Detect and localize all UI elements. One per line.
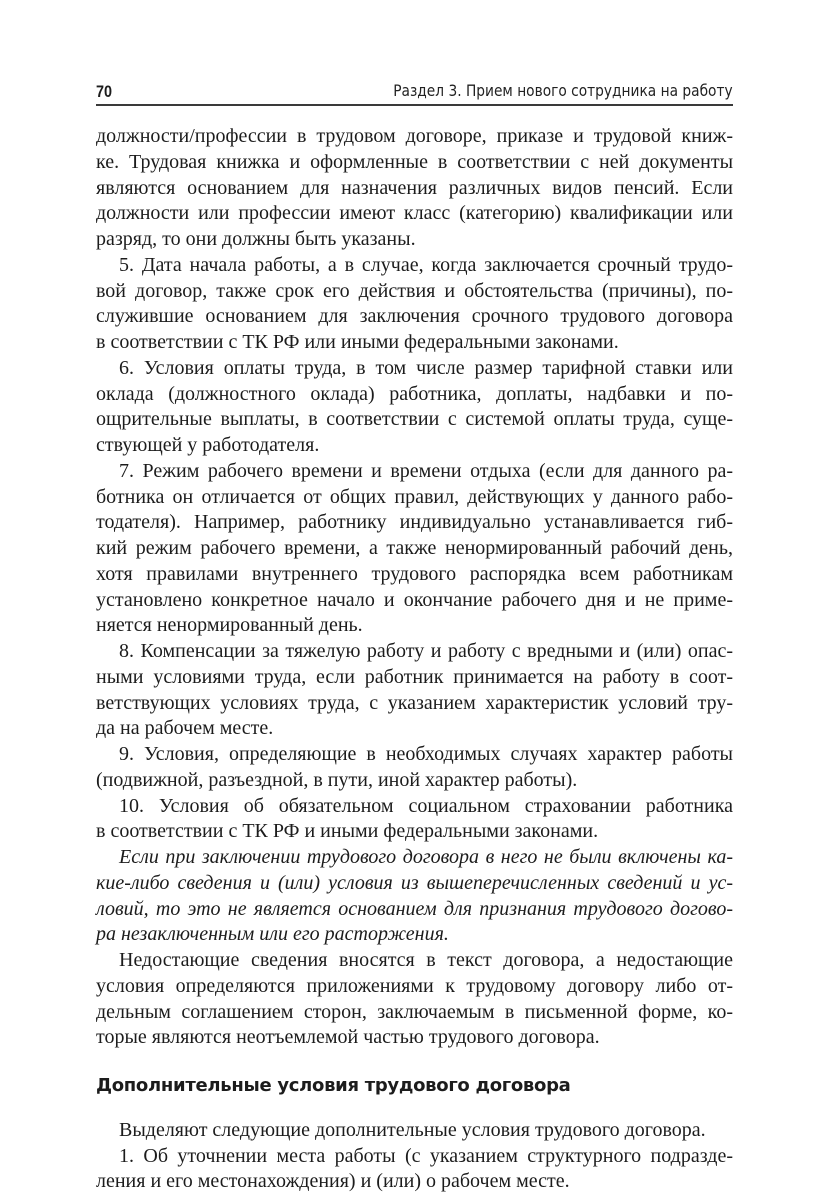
page-number: 70 (96, 82, 113, 101)
paragraph (96, 253, 733, 356)
paragraph (96, 742, 733, 794)
text-line: 7. Режим рабочего времени и времени отдыха (если для данного ра- (119, 459, 733, 482)
text-line: 6. Условия оплаты труда, в том числе размер тарифной ставки или (119, 356, 733, 379)
text-line: (подвижной, разъездной, в пути, иной характер работы). (96, 768, 578, 791)
text-line: ке. Трудовая книжка и оформленные в соответствии с ней документы (96, 150, 733, 173)
text-line: Недостающие сведения вносятся в текст договора, а недостающие (119, 949, 733, 971)
text-line: в соответствии с ТК РФ или иными федеральными законами. (96, 331, 619, 353)
text-line: тодателя). Например, работнику индивидуально устанавливается гиб- (96, 511, 733, 534)
paragraph (96, 124, 733, 253)
text-line: ными условиями труда, если работник принимается на работу в соот- (96, 665, 733, 688)
text-line: дельным соглашением сторон, заключаемым в письменной форме, ко- (96, 1000, 733, 1023)
text-line: ветствующих условиях труда, с указанием характеристик условий тру- (96, 691, 733, 714)
text-line: вой договор, также срок его действия и обстоятельства (причины), по- (96, 279, 733, 302)
text-line: ления и его местонахождения) и (или) о рабочем месте. (96, 1170, 570, 1193)
text-line: 8. Компенсации за тяжелую работу и работу с вредными и (или) опас- (119, 640, 733, 662)
paragraph (96, 459, 733, 639)
text-line: должности/профессии в трудовом договоре, приказе и трудовой книж- (96, 125, 733, 147)
paragraph (96, 794, 733, 846)
text-line: 9. Условия, определяющие в необходимых случаях характер работы (119, 743, 733, 765)
paragraph (96, 1118, 733, 1144)
paragraph (96, 639, 733, 742)
text-line: няется ненормированный день. (96, 614, 363, 637)
text-line: являются основанием для назначения различных видов пенсий. Если (96, 176, 733, 199)
paragraph (96, 356, 733, 459)
text-line: да на рабочем месте. (96, 717, 274, 740)
section-title: Раздел 3. Прием нового сотрудника на работу (393, 81, 733, 100)
text-line: хотя правилами внутреннего трудового распорядка всем работникам (96, 562, 733, 585)
text-line: Если при заключении трудового договора в него не были включены ка- (119, 846, 733, 868)
text-line: ра незаключенным или его расторжения. (96, 923, 449, 946)
text-line: служившие основанием для заключения срочного трудового договора (96, 305, 733, 328)
running-header (96, 80, 733, 106)
text-line: Выделяют следующие дополнительные условия трудового договора. (119, 1118, 706, 1141)
paragraph (96, 1144, 733, 1196)
italic-paragraph (96, 845, 733, 948)
paragraph (96, 948, 733, 1051)
text-line: кий режим рабочего времени, а также ненормированный рабочий день, (96, 537, 733, 559)
text-line: в соответствии с ТК РФ и иными федеральными законами. (96, 820, 599, 843)
section-heading: Дополнительные условия трудового договора (96, 1075, 571, 1096)
text-line: должности или профессии имеют класс (категорию) квалификации или (96, 202, 733, 225)
text-line: оклада (должностного оклада) работника, доплаты, надбавки и по- (96, 382, 733, 405)
text-line: условия определяются приложениями к трудовому договору либо от- (96, 974, 733, 997)
text-line: 1. Об уточнении места работы (с указанием структурного подразде- (119, 1144, 733, 1167)
text-line: торые являются неотъемлемой частью трудового договора. (96, 1026, 600, 1049)
text-line: ощрительные выплаты, в соответствии с системой оплаты труда, суще- (96, 408, 733, 431)
text-line: ботника он отличается от общих правил, действующих у данного рабо- (96, 485, 733, 508)
text-line: 5. Дата начала работы, а в случае, когда заключается срочный трудо- (119, 253, 733, 276)
text-line: ловий, то это не является основанием для признания трудового догово- (96, 897, 733, 920)
page-body (96, 124, 733, 1195)
text-line: установлено конкретное начало и окончание рабочего дня и не приме- (96, 588, 733, 611)
text-line: разряд, то они должны быть указаны. (96, 228, 416, 250)
text-line: кие-либо сведения и (или) условия из вышеперечисленных сведений и ус- (96, 871, 733, 894)
text-line: 10. Условия об обязательном социальном страховании работника (119, 794, 733, 817)
text-line: ствующей у работодателя. (96, 434, 320, 456)
